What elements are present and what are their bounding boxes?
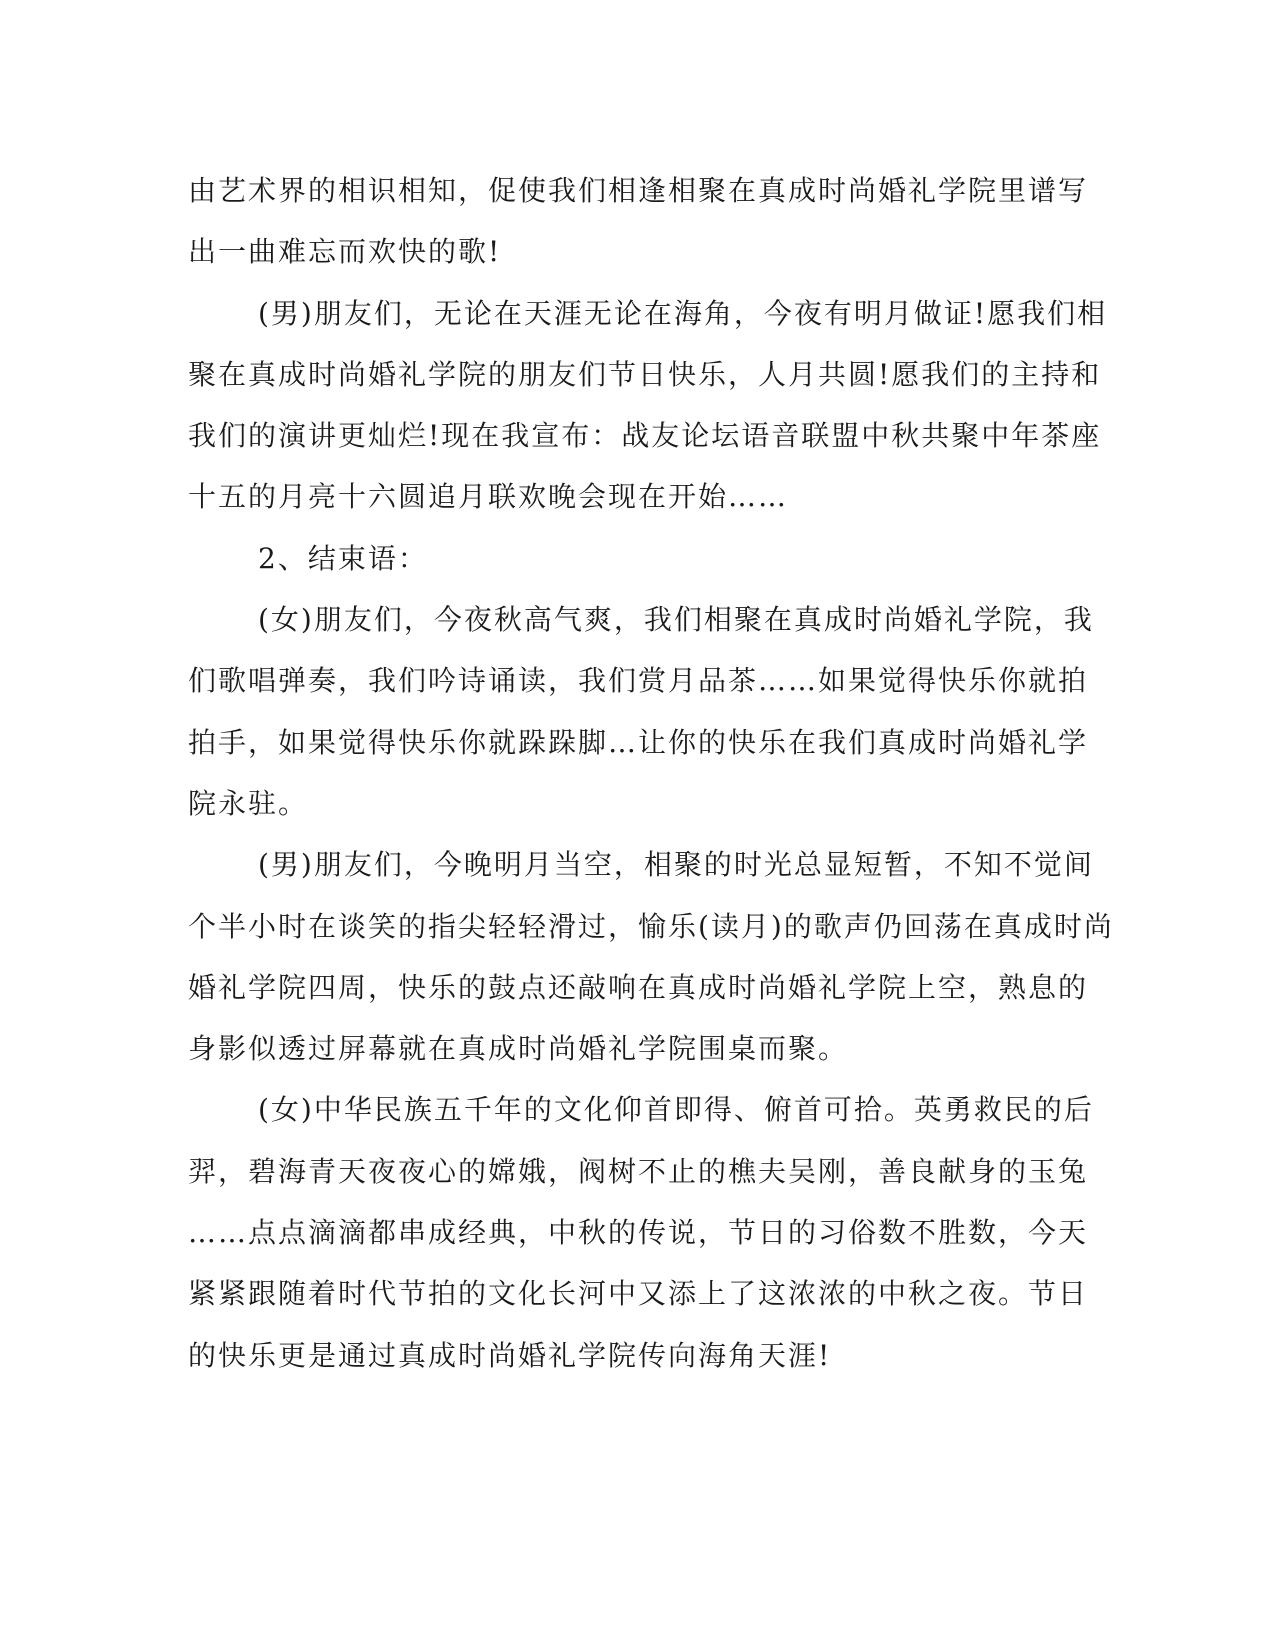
- text-line: 我们的演讲更灿烂!现在我宣布：战友论坛语音联盟中秋共聚中年茶座: [188, 419, 1102, 453]
- text-line: 身影似透过屏幕就在真成时尚婚礼学院围桌而聚。: [188, 1032, 849, 1066]
- text-line: 由艺术界的相识相知，促使我们相逢相聚在真成时尚婚礼学院里谱写: [188, 174, 1089, 207]
- section-heading: 2、结束语：: [258, 541, 428, 575]
- text-line: 婚礼学院四周，快乐的鼓点还敲响在真成时尚婚礼学院上空，熟息的: [188, 970, 1089, 1004]
- text-line: (女)朋友们，今夜秋高气爽，我们相聚在真成时尚婚礼学院，我: [258, 603, 1094, 637]
- text-line: 拍手，如果觉得快乐你就跺跺脚…让你的快乐在我们真成时尚婚礼学: [188, 725, 1089, 759]
- text-line: (男)朋友们，今晚明月当空，相聚的时光总显短暂，不知不觉间: [258, 848, 1094, 882]
- text-line: (男)朋友们，无论在天涯无论在海角，今夜有明月做证!愿我们相: [258, 296, 1108, 330]
- text-line: ……点点滴滴都串成经典，中秋的传说，节日的习俗数不胜数，今天: [188, 1216, 1089, 1250]
- text-line: 的快乐更是通过真成时尚婚礼学院传向海角天涯!: [188, 1338, 832, 1372]
- text-line: 十五的月亮十六圆追月联欢晚会现在开始……: [188, 480, 789, 514]
- text-line: 院永驻。: [188, 786, 309, 820]
- text-line: (女)中华民族五千年的文化仰首即得、俯首可拾。英勇救民的后: [258, 1093, 1094, 1127]
- document-body: [188, 160, 1114, 1386]
- text-line: 们歌唱弹奏，我们吟诗诵读，我们赏月品茶……如果觉得快乐你就拍: [188, 664, 1089, 698]
- text-line: 个半小时在谈笑的指尖轻轻滑过，愉乐(读月)的歌声仍回荡在真成时尚: [188, 909, 1114, 943]
- text-line: 出一曲难忘而欢快的歌!: [188, 235, 502, 269]
- text-line: 紧紧跟随着时代节拍的文化长河中又添上了这浓浓的中秋之夜。节日: [188, 1277, 1089, 1311]
- text-line: 聚在真成时尚婚礼学院的朋友们节日快乐，人月共圆!愿我们的主持和: [188, 357, 1102, 391]
- text-line: 羿，碧海青天夜夜心的嫦娥，阀树不止的樵夫吴刚，善良献身的玉兔: [188, 1154, 1089, 1188]
